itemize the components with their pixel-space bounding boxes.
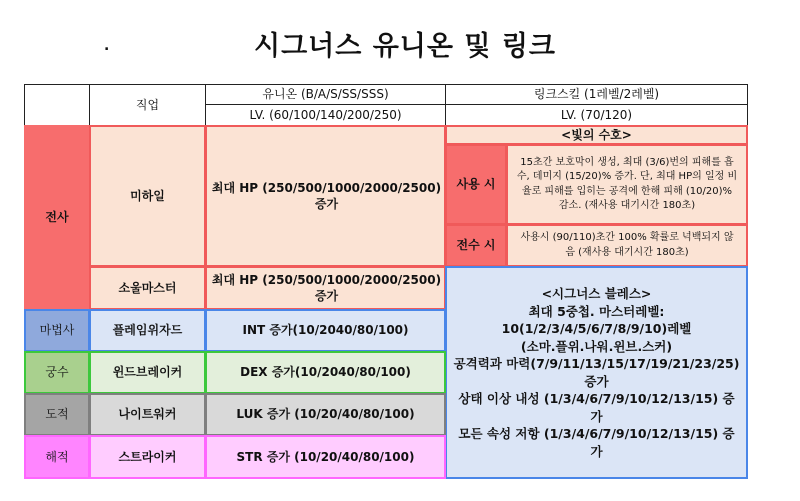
group-archer: 궁수 [24, 351, 90, 394]
cygnus-bless-name: <시그너스 블레스> [541, 286, 652, 301]
stray-dot: . [104, 38, 110, 54]
link-use-text: 15초간 보호막이 생성, 최대 (3/6)번의 피해를 흡수, 데미지 (15/20)% 증가. 단, 최대 HP의 일정 비율로 피해를 입히는 공격에 한해 피해 (10/20)% 감소. (재사용 대기시간 180초) [506, 144, 748, 225]
cygnus-bless-line1: 최대 5중첩. 마스터레벨: 10(1/2/3/4/5/6/7/8/9/10)레벨 [501, 303, 692, 336]
header-link-label: 링크스킬 (1레벨/2레벨) [445, 84, 748, 105]
job-windbreaker: 윈드브레이커 [89, 351, 206, 394]
page-title: 시그너스 유니온 및 링크 [253, 31, 557, 62]
cygnus-bless-line3: 공격력과 마력(7/9/11/13/15/17/19/21/23/25) 증가 [453, 356, 740, 389]
group-mage: 마법사 [24, 309, 90, 352]
job-mihile: 미하일 [89, 125, 206, 267]
job-striker: 스트라이커 [89, 435, 206, 479]
link-mihile-name: <빛의 수호> [445, 125, 748, 145]
header-link-level: LV. (70/120) [445, 104, 748, 126]
link-cygnus-bless [445, 266, 748, 479]
link-passive-label: 전수 시 [445, 224, 507, 267]
header-corner-cell [24, 84, 90, 126]
job-flamewizard: 플레임위자드 [89, 309, 206, 352]
header-union-label: 유니온 (B/A/S/SS/SSS) [205, 84, 446, 105]
union-soulmaster: 최대 HP (250/500/1000/2000/2500)증가 [205, 266, 446, 310]
group-thief: 도적 [24, 393, 90, 436]
group-pirate: 해적 [24, 435, 90, 479]
union-nightwalker: LUK 증가 (10/20/40/80/100) [205, 393, 446, 436]
union-striker: STR 증가 (10/20/40/80/100) [205, 435, 446, 479]
union-windbreaker: DEX 증가(10/2040/80/100) [205, 351, 446, 394]
header-job: 직업 [89, 84, 206, 126]
cygnus-bless-line2: (소마.플위.나워.윈브.스커) [520, 338, 673, 354]
link-use-label: 사용 시 [445, 144, 507, 225]
group-warrior: 전사 [24, 125, 90, 310]
union-mihile: 최대 HP (250/500/1000/2000/2500)증가 [205, 125, 446, 267]
union-flamewizard: INT 증가(10/2040/80/100) [205, 309, 446, 352]
job-nightwalker: 나이트워커 [89, 393, 206, 436]
cygnus-bless-line4: 상태 이상 내성 (1/3/4/6/7/9/10/12/13/15) 증가 [458, 391, 735, 424]
header-union-level: LV. (60/100/140/200/250) [205, 104, 446, 126]
cygnus-bless-line5: 모든 속성 저항 (1/3/4/6/7/9/10/12/13/15) 증가 [458, 426, 735, 459]
link-passive-text: 사용시 (90/110)초간 100% 확률로 넉백되지 않음 (재사용 대기시간 180초) [506, 224, 748, 267]
job-soulmaster: 소울마스터 [89, 266, 206, 310]
